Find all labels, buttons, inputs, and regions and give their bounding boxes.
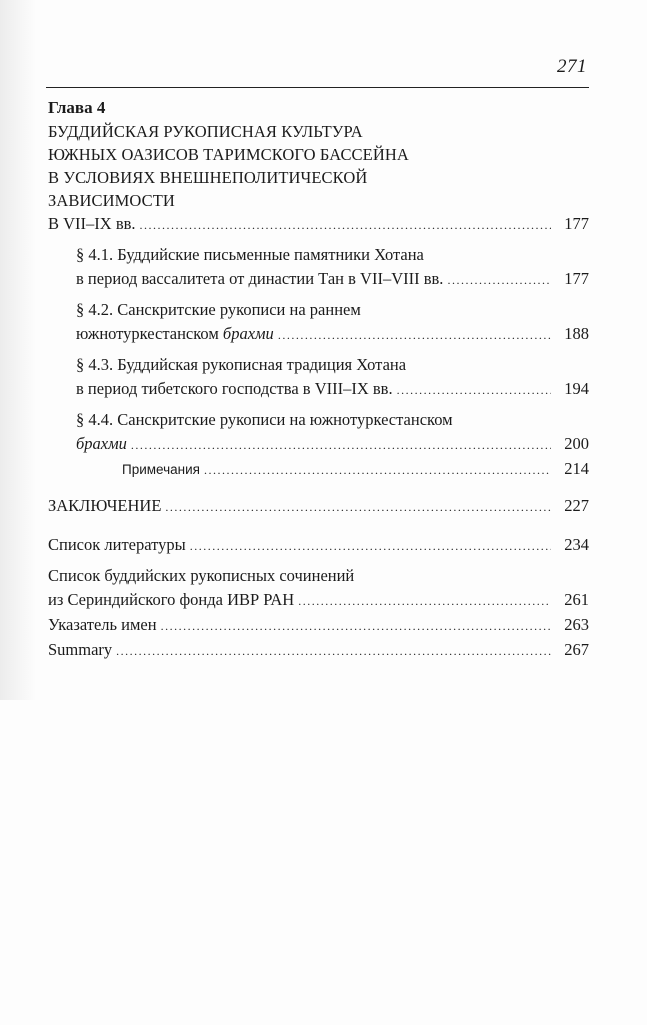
- toc-page-number: 227: [564, 496, 589, 515]
- chapter-title-line: ЗАВИСИМОСТИ: [48, 191, 175, 210]
- toc-entry-section-4-2[interactable]: [76, 298, 589, 347]
- toc-page-number: 263: [564, 615, 589, 634]
- toc-page-number: 267: [564, 640, 589, 659]
- toc-entry-label-line: § 4.3. Буддийская рукописная традиция Хотана: [76, 355, 407, 374]
- dot-leader: [116, 639, 551, 663]
- toc-entry-label-line: Список буддийских рукописных сочинений: [48, 566, 355, 585]
- toc-entry-label: В VII–IX вв.: [48, 214, 136, 233]
- toc-entry-label-line: [76, 322, 274, 346]
- dot-leader: [204, 458, 551, 482]
- toc-entry-label-line: в период тибетского господства в VIII–IX вв.: [76, 379, 393, 398]
- toc-page-number: 234: [564, 535, 589, 554]
- toc-entry-label-line: § 4.4. Санскритские рукописи на южнотуркестанском: [76, 410, 453, 429]
- toc-entry-label-text: южнотуркестанском: [76, 324, 223, 343]
- dot-leader: [140, 213, 551, 237]
- dot-leader: [447, 268, 551, 292]
- toc-entry-section-4-4[interactable]: [76, 408, 589, 457]
- toc-entry-notes[interactable]: [48, 457, 589, 482]
- toc-page-number: 261: [564, 590, 589, 609]
- chapter-label: Глава 4: [48, 98, 106, 117]
- toc-entry-chapter-4[interactable]: [48, 212, 589, 237]
- dot-leader: [278, 323, 551, 347]
- toc-entry-section-4-3[interactable]: [76, 353, 589, 402]
- toc-entry-label-line: в период вассалитета от династии Тан в VII–VIII вв.: [76, 269, 444, 288]
- dot-leader: [131, 433, 551, 457]
- toc-entry-label-italic: брахми: [222, 324, 274, 343]
- toc-entry-label: Примечания: [122, 462, 200, 477]
- toc-entry-label-italic: брахми: [76, 434, 127, 453]
- toc-entry-bibliography[interactable]: [48, 533, 589, 558]
- toc-page-number: 214: [564, 459, 589, 478]
- toc-page-number: 177: [564, 214, 589, 233]
- toc-entry-summary[interactable]: [48, 638, 589, 663]
- toc-entry-label: Summary: [48, 640, 113, 659]
- page-edge-shadow: [0, 0, 36, 700]
- dot-leader: [190, 534, 551, 558]
- dot-leader: [165, 495, 551, 519]
- toc-entry-label-line: из Сериндийского фонда ИВР РАН: [48, 590, 295, 609]
- chapter-title-line: ЮЖНЫХ ОАЗИСОВ ТАРИМСКОГО БАССЕЙНА: [48, 145, 409, 164]
- toc-page-number: 200: [564, 434, 589, 453]
- chapter-title: [48, 120, 589, 212]
- toc-entry-label: Список литературы: [48, 535, 186, 554]
- toc-entry-label: Указатель имен: [48, 615, 157, 634]
- toc-entry-label-line: § 4.1. Буддийские письменные памятники Хотана: [76, 245, 424, 264]
- toc-page-number: 188: [564, 324, 589, 343]
- toc-page-number: 194: [564, 379, 589, 398]
- toc-entry-conclusion[interactable]: [48, 494, 589, 519]
- toc-entry-section-4-1[interactable]: [76, 243, 589, 292]
- toc-entry-label-line: § 4.2. Санскритские рукописи на раннем: [76, 300, 361, 319]
- table-of-contents: [48, 96, 589, 663]
- toc-entry-manuscripts-list[interactable]: [48, 564, 589, 613]
- toc-page-number: 177: [564, 269, 589, 288]
- chapter-title-line: В УСЛОВИЯХ ВНЕШНЕПОЛИТИЧЕСКОЙ: [48, 168, 368, 187]
- toc-entry-name-index[interactable]: [48, 613, 589, 638]
- dot-leader: [298, 589, 551, 613]
- dot-leader: [161, 614, 551, 638]
- toc-entry-label: ЗАКЛЮЧЕНИЕ: [48, 496, 162, 515]
- header-rule: [46, 87, 589, 88]
- dot-leader: [397, 378, 551, 402]
- page-number: 271: [557, 56, 587, 77]
- chapter-title-line: БУДДИЙСКАЯ РУКОПИСНАЯ КУЛЬТУРА: [48, 122, 363, 141]
